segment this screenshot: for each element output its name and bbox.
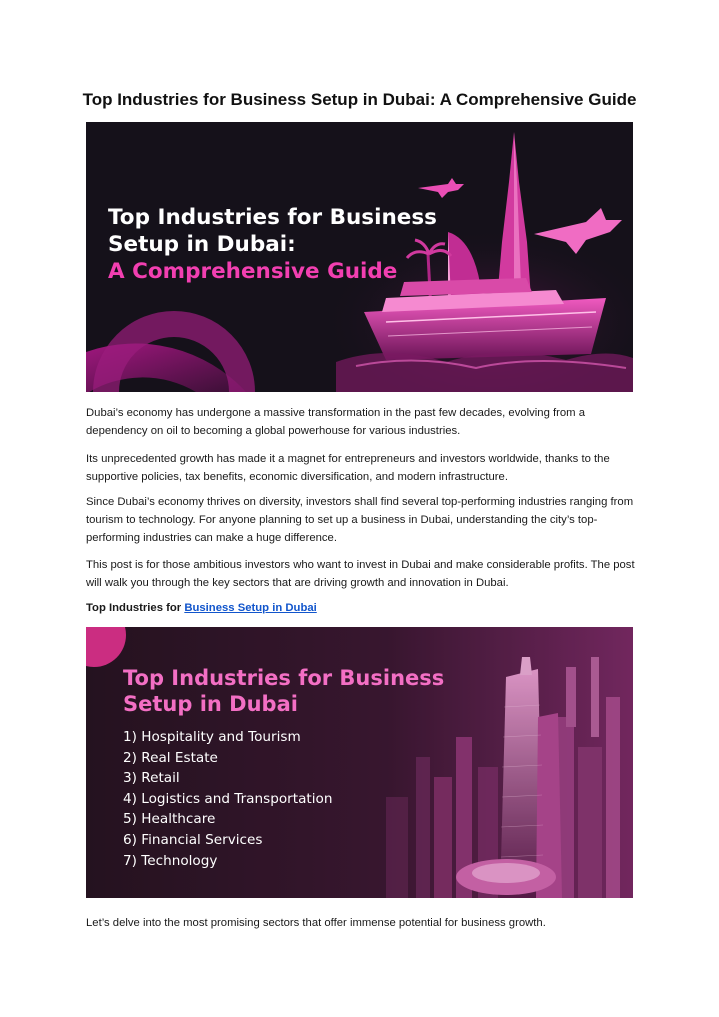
list-item: 1) Hospitality and Tourism [123, 729, 301, 745]
list-item: 2) Real Estate [123, 749, 218, 766]
hero-banner-image [86, 122, 633, 392]
section-heading [86, 599, 646, 617]
banner-title [123, 665, 444, 717]
industries-list [123, 727, 332, 871]
banner-subtitle: A Comprehensive Guide [108, 259, 398, 284]
paragraph-economy: Dubai’s economy has undergone a massive transformation in the past few decades, evolving from a dependency on oil to becoming a global powerhouse for various industries. [86, 407, 586, 437]
airplane-icon [418, 178, 464, 198]
banner-title-line: Setup in Dubai: [108, 232, 296, 257]
section-heading-prefix: Top Industries for [86, 602, 182, 614]
industries-banner-image [86, 627, 633, 898]
document-title: Top Industries for Business Setup in Dubai: A Comprehensive Guide [82, 90, 637, 109]
paragraph-growth: Its unprecedented growth has made it a magnet for entrepreneurs and investors worldwide, thanks to the supportive policies, tax benefits, economic diversification, and modern infrastructure. [86, 453, 610, 483]
list-item: 6) Financial Services [123, 831, 263, 848]
banner-title-line: Top Industries for Business [123, 666, 445, 690]
banner-title [108, 204, 437, 285]
list-item: 7) Technology [123, 852, 218, 869]
business-setup-link[interactable]: Business Setup in Dubai [184, 602, 317, 614]
banner-title-line: Setup in Dubai [123, 692, 298, 716]
list-item: 4) Logistics and Transportation [123, 790, 333, 807]
banner-title-line: Top Industries for Business [108, 205, 437, 230]
paragraph-investors: This post is for those ambitious investors who want to invest in Dubai and make considerable profits. The post will walk you through the key sectors that are driving growth and innovation in Dubai. [86, 559, 635, 589]
paragraph-diversity: Since Dubai’s economy thrives on diversity, investors shall find several top-performing industries ranging from tourism to technology. For anyone planning to set up a business in Dubai, understanding the city’s top-performing industries can make a huge difference. [86, 496, 634, 544]
paragraph-delve: Let’s delve into the most promising sectors that offer immense potential for business growth. [86, 917, 546, 929]
list-item: 3) Retail [123, 770, 180, 787]
list-item: 5) Healthcare [123, 811, 216, 828]
